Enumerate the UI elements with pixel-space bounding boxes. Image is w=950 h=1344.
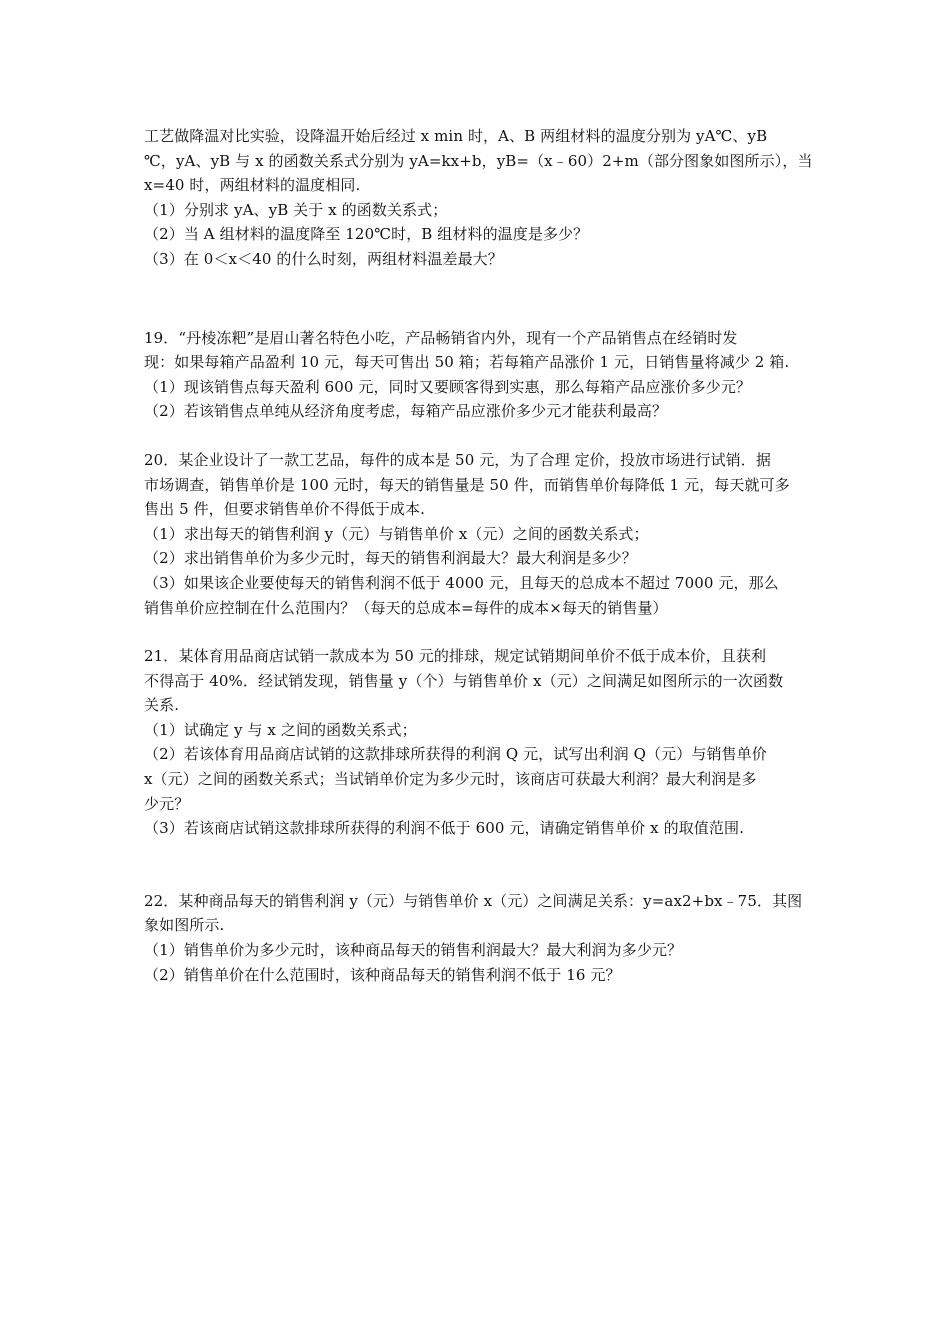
problem-20-line-1: 20．某企业设计了一款工艺品，每件的成本是 50 元，为了合理 定价，投放市场进行试销．据 bbox=[144, 450, 771, 469]
problem-19-line-1: 19．“丹棱冻粑”是眉山著名特色小吃，产品畅销省内外，现有一个产品销售点在经销时发 bbox=[144, 328, 738, 347]
problem-18-line-3: x=40 时，两组材料的温度相同. bbox=[144, 176, 361, 195]
problem-21-question-1: （1）试确定 y 与 x 之间的函数关系式； bbox=[144, 720, 417, 739]
problem-18-question-1: （1）分别求 yA、yB 关于 x 的函数关系式； bbox=[144, 200, 448, 219]
problem-18 bbox=[144, 124, 812, 272]
problem-22 bbox=[144, 889, 812, 987]
document-page bbox=[144, 124, 812, 987]
problem-19-line-2: 现：如果每箱产品盈利 10 元，每天可售出 50 箱；若每箱产品涨价 1 元，日销售量将减少 2 箱. bbox=[144, 353, 790, 372]
problem-18-line-1: 工艺做降温对比实验，设降温开始后经过 x min 时，A、B 两组材料的温度分别为 yA℃、yB bbox=[144, 127, 768, 145]
problem-20-question-3: （3）如果该企业要使每天的销售利润不低于 4000 元，且每天的总成本不超过 7000 元，那么 bbox=[144, 573, 779, 592]
problem-21-line-1: 21．某体育用品商店试销一款成本为 50 元的排球，规定试销期间单价不低于成本价，且获利 bbox=[144, 647, 767, 666]
problem-21-question-2-cont: x（元）之间的函数关系式；当试销单价定为多少元时，该商店可获最大利润？最大利润是多 bbox=[144, 770, 757, 789]
problem-18-question-2: （2）当 A 组材料的温度降至 120℃时，B 组材料的温度是多少？ bbox=[144, 225, 589, 244]
problem-20 bbox=[144, 448, 812, 620]
problem-18-line-2: ℃，yA、yB 与 x 的函数关系式分别为 yA=kx+b，yB=（x﹣60）2+m（部分图象如图所示），当 bbox=[144, 151, 813, 170]
problem-22-line-1: 22．某种商品每天的销售利润 y（元）与销售单价 x（元）之间满足关系：y=ax2+bx﹣75．其图 bbox=[144, 891, 803, 910]
problem-22-line-2: 象如图所示. bbox=[144, 916, 225, 935]
problem-19-question-1: （1）现该销售点每天盈利 600 元，同时又要顾客得到实惠，那么每箱产品应涨价多少元？ bbox=[144, 377, 752, 396]
problem-22-question-1: （1）销售单价为多少元时，该种商品每天的销售利润最大？最大利润为多少元？ bbox=[144, 941, 683, 960]
problem-21-line-2: 不得高于 40%．经试销发现，销售量 y（个）与销售单价 x（元）之间满足如图所示的一次函数 bbox=[144, 671, 784, 690]
problem-21-question-3: （3）若该商店试销这款排球所获得的利润不低于 600 元，请确定销售单价 x 的取值范围. bbox=[144, 819, 744, 838]
problem-20-question-1: （1）求出每天的销售利润 y（元）与销售单价 x（元）之间的函数关系式； bbox=[144, 524, 649, 543]
problem-18-question-3: （3）在 0＜x＜40 的什么时刻，两组材料温差最大？ bbox=[144, 249, 503, 268]
problem-21-question-2: （2）若该体育用品商店试销的这款排球所获得的利润 Q 元，试写出利润 Q（元）与销售单价 bbox=[144, 745, 767, 764]
problem-21 bbox=[144, 644, 812, 841]
problem-20-question-2: （2）求出销售单价为多少元时，每天的销售利润最大？最大利润是多少？ bbox=[144, 549, 637, 568]
problem-20-line-2: 市场调查，销售单价是 100 元时，每天的销售量是 50 件，而销售单价每降低 1 元，每天就可多 bbox=[144, 475, 790, 494]
problem-19 bbox=[144, 326, 812, 424]
problem-20-line-3: 售出 5 件，但要求销售单价不得低于成本. bbox=[144, 500, 425, 519]
problem-20-question-3-cont: 销售单价应控制在什么范围内？（每天的总成本=每件的成本×每天的销售量） bbox=[144, 598, 668, 617]
problem-19-question-2: （2）若该销售点单纯从经济角度考虑，每箱产品应涨价多少元才能获利最高？ bbox=[144, 402, 668, 421]
problem-21-line-3: 关系. bbox=[144, 696, 180, 715]
problem-22-question-2: （2）销售单价在什么范围时，该种商品每天的销售利润不低于 16 元？ bbox=[144, 965, 621, 984]
problem-21-question-2-cont-2: 少元？ bbox=[144, 794, 190, 813]
